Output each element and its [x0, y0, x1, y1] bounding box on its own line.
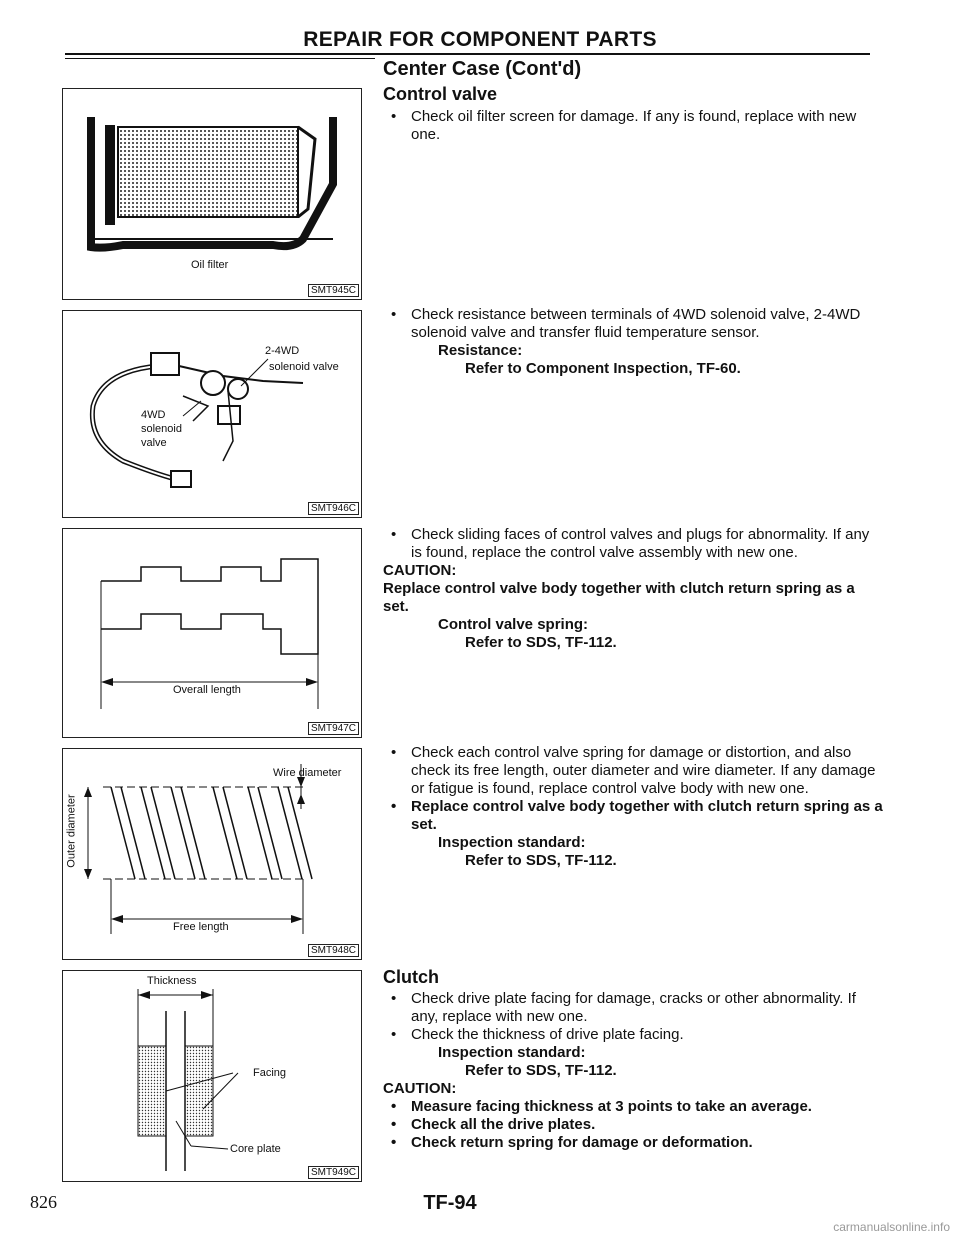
spec-value-spring: Refer to SDS, TF-112.: [465, 634, 617, 651]
label-free-length: Free length: [173, 921, 229, 933]
label-valve: valve: [141, 437, 167, 449]
text-block-resistance: [383, 306, 883, 378]
spec-label-spring: Control valve spring:: [438, 616, 589, 633]
bullet-drive-plate: • Check drive plate facing for damage, cracks or other abnormality. If any, replace with new one.: [383, 990, 883, 1026]
label-4wd: 4WD: [141, 409, 166, 421]
clutch-title: Clutch: [383, 967, 439, 987]
caution-item: • Check return spring for damage or deformation.: [383, 1134, 883, 1152]
text-block-clutch: [383, 968, 883, 1152]
subsection-title: Control valve: [383, 84, 498, 104]
spec-value-clutch: Refer to SDS, TF-112.: [465, 1062, 617, 1079]
bullet-replace-body: • Replace control valve body together with clutch return spring as a set.: [383, 798, 883, 834]
bullet-spring-check: • Check each control valve spring for damage or distortion, and also check its free length, outer diameter and wire diameter. If any damage or fatigue is found, replace control valve body with new one.: [383, 744, 883, 798]
bullet-resistance: • Check resistance between terminals of 4WD solenoid valve, 2-4WD solenoid valve and transfer fluid temperature sensor.: [383, 306, 883, 342]
clutch-caution-label: CAUTION:: [383, 1080, 457, 1097]
text-block-spring-check: [383, 744, 883, 870]
figure-drive-plate: [62, 970, 362, 1182]
text-block-sliding-faces: [383, 526, 883, 652]
header-rule-secondary: [65, 58, 375, 59]
watermark: carmanualsonline.info: [833, 1220, 950, 1234]
figure-code: SMT948C: [308, 944, 359, 957]
caution-item: • Check all the drive plates.: [383, 1116, 883, 1134]
text-block-oil-filter: [383, 108, 883, 144]
label-thickness: Thickness: [147, 975, 197, 987]
bullet-sliding-faces: • Check sliding faces of control valves and plugs for abnormality. If any is found, replace the control valve assembly with new one.: [383, 526, 883, 562]
spec-label-resistance: Resistance:: [438, 342, 523, 359]
figure-oil-filter: [62, 88, 362, 300]
label-oil-filter: Oil filter: [191, 259, 229, 271]
spec-label-clutch: Inspection standard:: [438, 1044, 586, 1061]
bullet-thickness: • Check the thickness of drive plate facing.: [383, 1026, 883, 1044]
bullet-oil-filter: • Check oil filter screen for damage. If any is found, replace with new one.: [383, 108, 883, 144]
spec-value-resistance: Refer to Component Inspection, TF-60.: [465, 360, 741, 377]
figure-control-valve-length: [62, 528, 362, 738]
label-outer-diameter: Outer diameter: [65, 794, 78, 868]
caution-item: • Measure facing thickness at 3 points to take an average.: [383, 1098, 883, 1116]
figure-code: SMT945C: [308, 284, 359, 297]
label-wire-diameter: Wire diameter: [273, 767, 342, 779]
label-overall-length: Overall length: [173, 684, 241, 696]
label-2-4wd: 2-4WD: [265, 345, 300, 357]
spec-value-inspection: Refer to SDS, TF-112.: [465, 852, 617, 869]
figure-solenoid-valves: [62, 310, 362, 518]
page-header: REPAIR FOR COMPONENT PARTS: [303, 28, 657, 51]
label-solenoid: solenoid: [141, 423, 182, 435]
footer-section-page: TF-94: [423, 1192, 477, 1214]
solenoid-harness-illustration: [63, 311, 361, 517]
figure-control-valve-spring: [62, 748, 362, 960]
section-title: Center Case (Cont'd): [383, 58, 582, 80]
figure-code: SMT947C: [308, 722, 359, 735]
caution-label: CAUTION:: [383, 562, 457, 579]
label-core-plate: Core plate: [230, 1143, 281, 1155]
label-solenoid-valve: solenoid valve: [269, 361, 339, 373]
footer-page-number: 826: [30, 1192, 57, 1212]
caution-text: Replace control valve body together with clutch return spring as a set.: [383, 580, 855, 615]
figure-code: SMT949C: [308, 1166, 359, 1179]
header-rule: [65, 53, 870, 55]
label-facing: Facing: [253, 1067, 287, 1079]
control-valve-illustration: [63, 529, 361, 737]
figure-code: SMT946C: [308, 502, 359, 515]
drive-plate-illustration: [63, 971, 361, 1181]
spec-label-inspection: Inspection standard:: [438, 834, 586, 851]
